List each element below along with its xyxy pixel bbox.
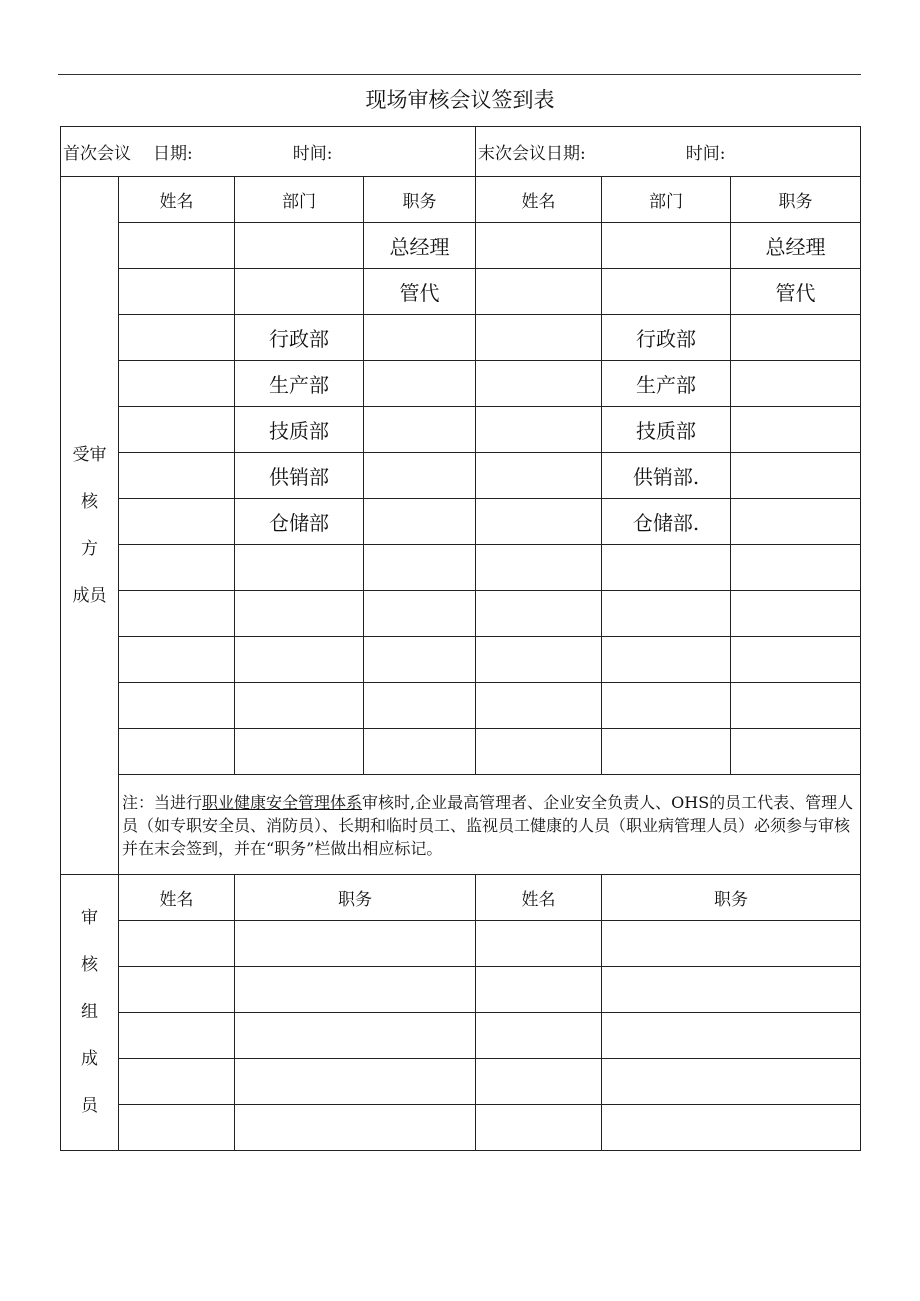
dept-cell[interactable]: 生产部 — [235, 361, 364, 407]
dept-cell[interactable]: 技质部 — [602, 407, 731, 453]
name-cell[interactable] — [476, 223, 602, 269]
position-cell[interactable] — [364, 729, 476, 775]
name-cell[interactable] — [476, 637, 602, 683]
note-row — [61, 775, 861, 875]
dept-cell[interactable] — [602, 683, 731, 729]
position-cell[interactable] — [364, 637, 476, 683]
table-row — [61, 1105, 861, 1151]
first-meeting-cell[interactable] — [61, 127, 476, 177]
position-cell[interactable] — [602, 967, 861, 1013]
col-header-position: 职务 — [731, 177, 861, 223]
table-row — [61, 269, 861, 315]
name-cell[interactable] — [119, 453, 235, 499]
name-cell[interactable] — [119, 269, 235, 315]
dept-cell[interactable]: 行政部 — [602, 315, 731, 361]
name-cell[interactable] — [476, 1105, 602, 1151]
col-header-name: 姓名 — [119, 875, 235, 921]
position-cell[interactable] — [731, 683, 861, 729]
position-cell[interactable] — [731, 591, 861, 637]
position-cell[interactable] — [602, 1059, 861, 1105]
name-cell[interactable] — [119, 545, 235, 591]
name-cell[interactable] — [119, 921, 235, 967]
name-cell[interactable] — [476, 967, 602, 1013]
col-header-dept: 部门 — [602, 177, 731, 223]
dept-cell[interactable]: 供销部. — [602, 453, 731, 499]
position-cell[interactable] — [235, 1059, 476, 1105]
position-cell[interactable] — [731, 545, 861, 591]
top-rule — [58, 74, 861, 75]
dept-cell[interactable] — [602, 637, 731, 683]
dept-cell[interactable]: 仓储部 — [235, 499, 364, 545]
table-row — [61, 683, 861, 729]
position-cell[interactable] — [235, 967, 476, 1013]
dept-cell[interactable] — [602, 223, 731, 269]
name-cell[interactable] — [119, 361, 235, 407]
position-cell[interactable] — [731, 315, 861, 361]
dept-cell[interactable]: 行政部 — [235, 315, 364, 361]
dept-cell[interactable] — [235, 545, 364, 591]
dept-cell[interactable] — [602, 591, 731, 637]
first-meeting-date-label: 日期: — [153, 144, 193, 164]
table-row — [61, 361, 861, 407]
name-cell[interactable] — [476, 591, 602, 637]
name-cell[interactable] — [476, 315, 602, 361]
position-cell[interactable]: 管代 — [731, 269, 861, 315]
position-cell[interactable] — [235, 921, 476, 967]
last-meeting-time-label: 时间: — [685, 144, 726, 164]
table-row — [61, 729, 861, 775]
first-meeting-time-label: 时间: — [292, 144, 333, 164]
name-cell[interactable] — [476, 407, 602, 453]
position-cell[interactable]: 管代 — [364, 269, 476, 315]
col-header-name: 姓名 — [119, 177, 235, 223]
name-cell[interactable] — [476, 545, 602, 591]
name-cell[interactable] — [476, 729, 602, 775]
dept-cell[interactable] — [235, 729, 364, 775]
position-cell[interactable] — [364, 361, 476, 407]
dept-cell[interactable] — [602, 269, 731, 315]
table-row — [61, 1059, 861, 1105]
position-cell[interactable] — [364, 407, 476, 453]
name-cell[interactable] — [119, 637, 235, 683]
table-row — [61, 315, 861, 361]
meeting-header-row — [61, 127, 861, 177]
position-cell[interactable] — [602, 921, 861, 967]
position-cell[interactable] — [602, 1105, 861, 1151]
table-row — [61, 637, 861, 683]
name-cell[interactable] — [119, 591, 235, 637]
position-cell[interactable] — [364, 683, 476, 729]
note-underlined-term: 职业健康安全管理体系 — [202, 793, 363, 812]
table-row — [61, 1013, 861, 1059]
position-cell[interactable] — [235, 1105, 476, 1151]
position-cell[interactable] — [364, 453, 476, 499]
position-cell[interactable]: 总经理 — [364, 223, 476, 269]
name-cell[interactable] — [476, 683, 602, 729]
table-row — [61, 499, 861, 545]
table-row — [61, 545, 861, 591]
position-cell[interactable]: 总经理 — [731, 223, 861, 269]
name-cell[interactable] — [119, 223, 235, 269]
col-header-name: 姓名 — [476, 875, 602, 921]
position-cell[interactable] — [731, 407, 861, 453]
dept-cell[interactable]: 供销部 — [235, 453, 364, 499]
name-cell[interactable] — [119, 499, 235, 545]
position-cell[interactable] — [364, 499, 476, 545]
col-header-position: 职务 — [235, 875, 476, 921]
col-header-position: 职务 — [602, 875, 861, 921]
table-row — [61, 921, 861, 967]
name-cell[interactable] — [476, 499, 602, 545]
position-cell[interactable] — [731, 453, 861, 499]
dept-cell[interactable] — [235, 683, 364, 729]
name-cell[interactable] — [119, 1105, 235, 1151]
table-row — [61, 453, 861, 499]
dept-cell[interactable] — [235, 223, 364, 269]
sign-in-table — [60, 126, 861, 1151]
name-cell[interactable] — [119, 1013, 235, 1059]
dept-cell[interactable]: 技质部 — [235, 407, 364, 453]
dept-cell[interactable] — [602, 729, 731, 775]
col-header-position: 职务 — [364, 177, 476, 223]
first-meeting-label: 首次会议 — [63, 144, 131, 164]
page-title: 现场审核会议签到表 — [365, 88, 555, 112]
name-cell[interactable] — [476, 361, 602, 407]
position-cell[interactable] — [731, 361, 861, 407]
position-cell[interactable] — [731, 499, 861, 545]
note-text: 注：当进行职业健康安全管理体系审核时,企业最高管理者、企业安全负责人、OHS的员工代表、管理人员（如专职安全员、消防员）、长期和临时员工、监视员工健康的人员（职业病管理人员）必须参与审核并在末会签到，并在“职务”栏做出相应标记。 — [119, 775, 861, 875]
audit-team-header-row — [61, 875, 861, 921]
audit-team-side-label: 审 核 组 成 员 — [61, 875, 119, 1151]
last-meeting-label: 末次会议日期: — [478, 144, 586, 164]
col-header-dept: 部门 — [235, 177, 364, 223]
dept-cell[interactable] — [235, 269, 364, 315]
name-cell[interactable] — [119, 315, 235, 361]
name-cell[interactable] — [476, 269, 602, 315]
position-cell[interactable] — [364, 591, 476, 637]
name-cell[interactable] — [476, 921, 602, 967]
dept-cell[interactable] — [602, 545, 731, 591]
dept-cell[interactable] — [235, 591, 364, 637]
name-cell[interactable] — [119, 683, 235, 729]
name-cell[interactable] — [119, 1059, 235, 1105]
name-cell[interactable] — [119, 407, 235, 453]
position-cell[interactable] — [364, 545, 476, 591]
dept-cell[interactable] — [235, 637, 364, 683]
table-row — [61, 591, 861, 637]
position-cell[interactable] — [731, 637, 861, 683]
table-row — [61, 967, 861, 1013]
auditee-side-label: 受审 核 方 成员 — [61, 177, 119, 875]
name-cell[interactable] — [476, 1013, 602, 1059]
last-meeting-cell[interactable] — [476, 127, 861, 177]
name-cell[interactable] — [119, 729, 235, 775]
position-cell[interactable] — [364, 315, 476, 361]
name-cell[interactable] — [476, 453, 602, 499]
name-cell[interactable] — [476, 1059, 602, 1105]
col-header-name: 姓名 — [476, 177, 602, 223]
dept-cell[interactable]: 仓储部. — [602, 499, 731, 545]
position-cell[interactable] — [731, 729, 861, 775]
position-cell[interactable] — [602, 1013, 861, 1059]
auditee-header-row — [61, 177, 861, 223]
table-row — [61, 223, 861, 269]
dept-cell[interactable]: 生产部 — [602, 361, 731, 407]
name-cell[interactable] — [119, 967, 235, 1013]
position-cell[interactable] — [235, 1013, 476, 1059]
table-row — [61, 407, 861, 453]
